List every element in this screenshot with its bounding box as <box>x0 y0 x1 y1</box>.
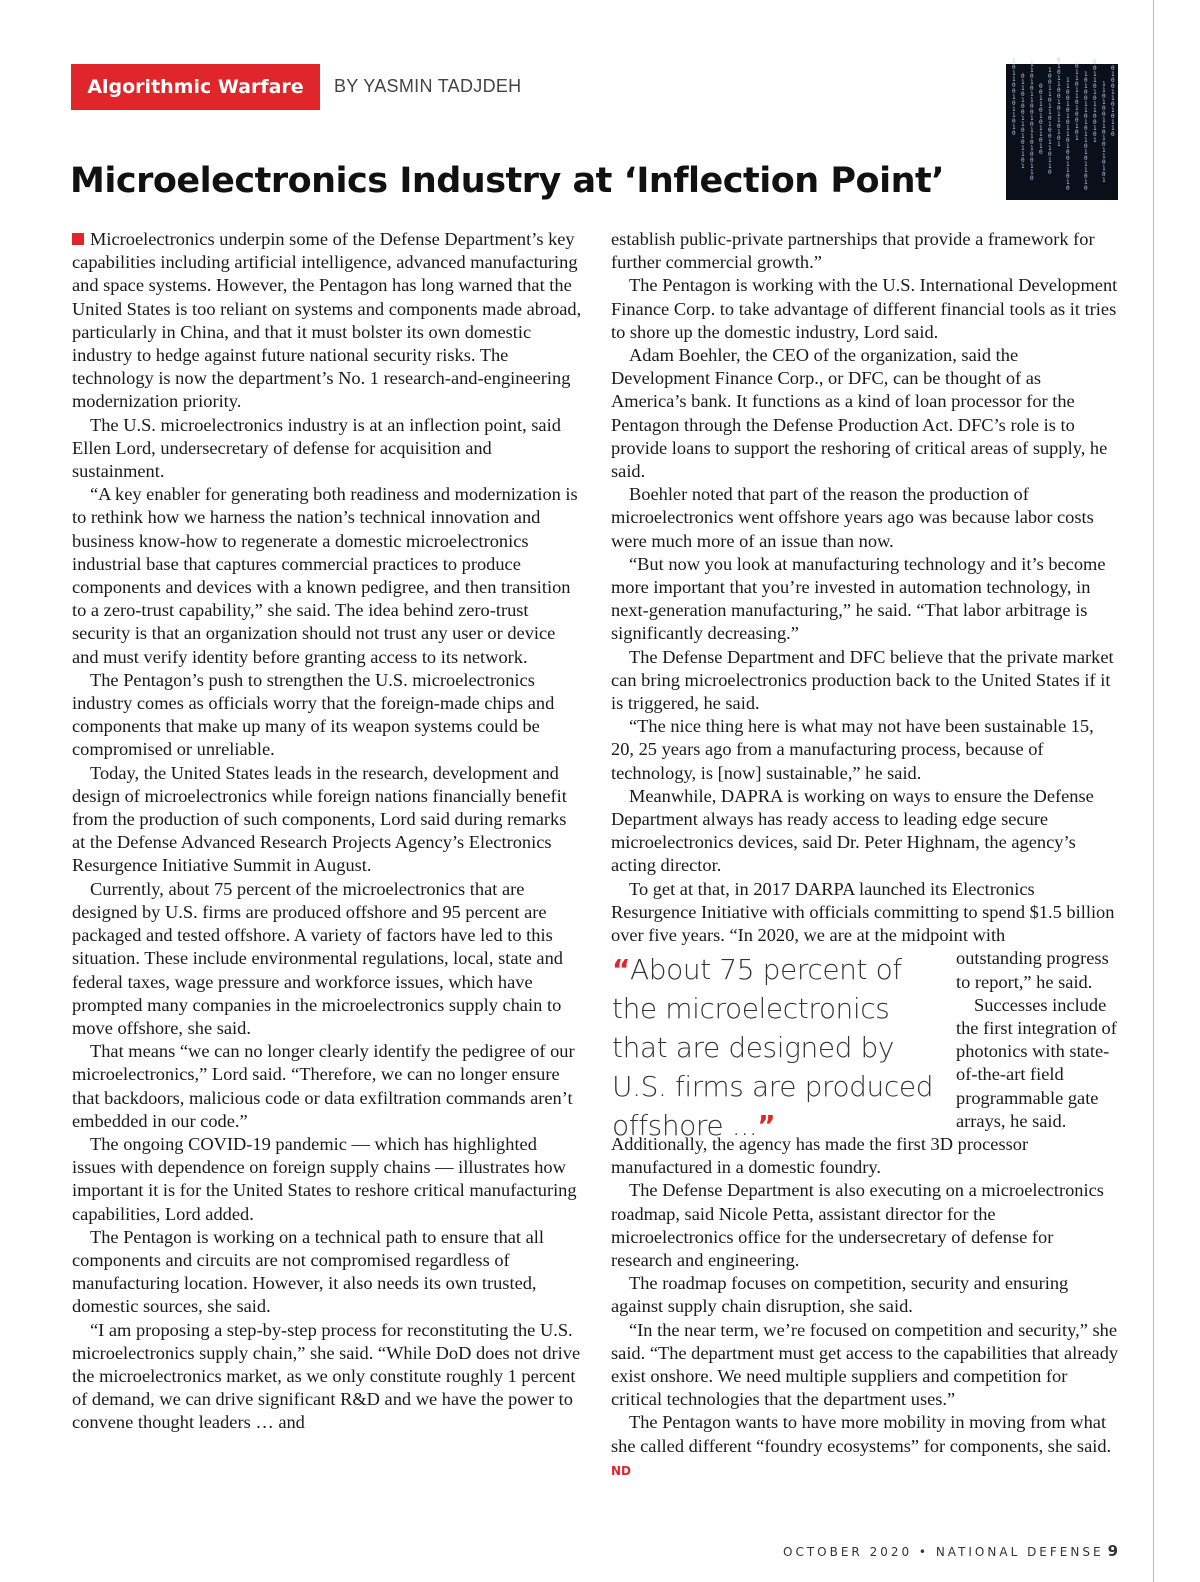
article-headline: Microelectronics Industry at ‘Inflection Point’ <box>70 161 945 201</box>
page-number: 9 <box>1107 1542 1118 1560</box>
article-paragraph: The Pentagon is working with the U.S. International Development Finance Corp. to take advantage of different financial tools as it tries to shore up the domestic industry, Lord said. <box>611 275 1118 342</box>
pull-quote-text: About 75 percent of the microelectronics that are designed by U.S. firms are produced offshore ... <box>612 953 934 1142</box>
article-paragraph: “I am proposing a step-by-step process for reconstituting the U.S. microelectronics supply chain,” she said. “While DoD does not drive the microelectronics market, as we only constitute roughly 1 percent of demand, we can drive significant R&D and we have the power to convene thought leaders … and <box>72 1319 581 1433</box>
article-paragraph: The roadmap focuses on competition, security and ensuring against supply chain disruption, she said. <box>611 1273 1069 1317</box>
close-quote-mark: ” <box>757 1109 776 1142</box>
article-paragraph: The Pentagon’s push to strengthen the U.S. microelectronics industry comes as officials worry that the foreign-made chips and components that make up many of its weapon systems could be compromised or unreliable. <box>72 669 555 760</box>
pull-quote <box>612 950 942 1145</box>
article-paragraph: The U.S. microelectronics industry is at an inflection point, said Ellen Lord, undersecretary of defense for acquisition and sustainment. <box>72 414 561 482</box>
article-paragraph: The Pentagon wants to have more mobility in moving from what she called different “foundry ecosystems” for components, she said. ND <box>611 1412 1112 1478</box>
article-paragraph: establish public-private partnerships that provide a framework for further commercial growth.” <box>611 229 1095 273</box>
article-paragraph: To get at that, in 2017 DARPA launched its Electronics Resurgence Initiative with officials committing to spend $1.5 billion over five years. “In 2020, we are at the midpoint with <box>611 878 1115 946</box>
red-square-bullet-icon <box>72 233 84 245</box>
article-paragraph: Meanwhile, DAPRA is working on ways to ensure the Defense Department always has ready access to leading edge secure microelectronics devices, said Dr. Peter Highnam, the agency’s acting director. <box>611 785 1094 876</box>
article-paragraph: Microelectronics underpin some of the Defense Department’s key capabilities including artificial intelligence, advanced manufacturing and space systems. However, the Pentagon has long warned that the United States is too reliant on systems and components made abroad, particularly in China, and that it must bolster its own domestic industry to hedge against future national security risks. The technology is now the department’s No. 1 research-and-engineering modernization priority. <box>72 229 582 412</box>
article-paragraph: Successes include the first integration of photonics with state-of-the-art field programmable gate arrays, he said. <box>956 994 1117 1131</box>
binary-code-image: 1 0 1 1 0 0 1 0 1 1 0 1 0 0 1 1 0 1 0 0 1 1 0 1 0 1 1 0 1 1 1 0 1 0 1 1 0 0 1 0 1 1 0 1 0 0 1 1 0 0 0 1 1 0 1 0 1 1 0 1 0 1 0 0 1 1 0 1 1 0 1 0 0 1 1 0 1 1 0 0 1 0 1 1 0 0 1 0 1 1 0 1 0 1 1 1 0 0 1 0 1 0 1 1 0 1 0 0 1 1 0 1 0 0 1 1 0 1 1 0 1 0 0 1 0 1 1 0 1 0 0 1 1 0 1 0 1 1 0 1 0 1 1 0 1 0 0 0 1 1 0 1 0 1 1 0 0 1 0 1 1 1 0 1 0 0 1 1 0 1 0 1 1 0 1 0 1 0 1 0 0 1 1 0 1 0 1 1 0 <box>1006 64 1118 200</box>
open-quote-mark: “ <box>612 953 631 986</box>
article-paragraph: The Pentagon is working on a technical path to ensure that all components and circuits are not compromised regardless of manufacturing location. However, it also needs its own trusted, domestic sources, she said. <box>72 1226 545 1317</box>
article-paragraph: “A key enabler for generating both readiness and modernization is to rethink how we harness the nation’s technical innovation and business know-how to regenerate a domestic microelectronics industrial base that captures commercial practices to produce components and devices with a known pedigree, and then transition to a zero-trust capability,” she said. The idea behind zero-trust security is that an organization should not trust any user or device and must verify identity before granting access to its network. <box>72 484 578 667</box>
page-edge-rule <box>1153 0 1154 1582</box>
article-paragraph: That means “we can no longer clearly identify the pedigree of our microelectronics,” Lord said. “Therefore, we can no longer ensure that backdoors, malicious code or data exfiltration commands aren’t embedded in our code.” <box>72 1041 575 1131</box>
issue-label: OCTOBER 2020 • NATIONAL DEFENSE <box>783 1545 1104 1559</box>
article-paragraph: Additionally, the agency has made the first 3D processor manufactured in a domestic foundry. <box>611 1133 1029 1178</box>
article-paragraph: Adam Boehler, the CEO of the organization, said the Development Finance Corp., or DFC, can be thought of as America’s bank. It functions as a kind of loan processor for the Pentagon through the Defense Production Act. DFC’s role is to provide loans to support the reshoring of critical areas of supply, he said. <box>611 345 1108 482</box>
article-paragraph: “In the near term, we’re focused on competition and security,” she said. “The department must get access to the capabilities that already exist onshore. We need multiple suppliers and competition for critical technologies that the department uses.” <box>611 1319 1119 1410</box>
article-paragraph: Currently, about 75 percent of the microelectronics that are designed by U.S. firms are produced offshore and 95 percent are packaged and tested offshore. A variety of factors have led to this situation. These include environmental regulations, local, state and federal taxes, wage pressure and workforce issues, which have prompted many companies in the microelectronics supply chain to move offshore, she said. <box>72 878 563 1038</box>
article-paragraph: The ongoing COVID-19 pandemic — which has highlighted issues with dependence on foreign supply chains — illustrates how important it is for the United States to reshore critical manufacturing capabilities, Lord added. <box>72 1133 577 1224</box>
article-paragraph: Today, the United States leads in the research, development and design of microelectronics while foreign nations financially benefit from the production of such components, Lord said during remarks at the Defense Advanced Research Projects Agency’s Electronics Resurgence Initiative Summit in August. <box>72 762 567 876</box>
page-footer <box>783 1542 1118 1560</box>
article-right-column <box>611 228 1119 1483</box>
article-paragraph: The Defense Department is also executing on a microelectronics roadmap, said Nicole Petta, assistant director for the microelectronics office for the undersecretary of defense for research and engineering. <box>611 1180 1104 1270</box>
article-left-column <box>72 228 582 1435</box>
article-paragraph: The Defense Department and DFC believe that the private market can bring microelectronics production back to the United States if it is triggered, he said. <box>611 646 1114 714</box>
article-paragraph: Boehler noted that part of the reason the production of microelectronics went offshore years ago was because labor costs were much more of an issue than now. <box>611 484 1094 551</box>
article-paragraph: outstanding progress to report,” he said. <box>956 948 1109 992</box>
article-paragraph: “The nice thing here is what may not have been sustainable 15, 20, 25 years ago from a manufacturing process, because of technology, is [now] sustainable,” he said. <box>611 716 1094 783</box>
nd-end-mark: ND <box>611 1463 632 1478</box>
department-badge <box>71 64 320 110</box>
byline: BY YASMIN TADJDEH <box>334 76 522 96</box>
department-label: Algorithmic Warfare <box>87 76 304 98</box>
article-paragraph: “But now you look at manufacturing technology and it’s become more important that you’re invested in automation technology, in next-generation manufacturing,” he said. “That labor arbitrage is significantly decreasing.” <box>611 553 1106 644</box>
